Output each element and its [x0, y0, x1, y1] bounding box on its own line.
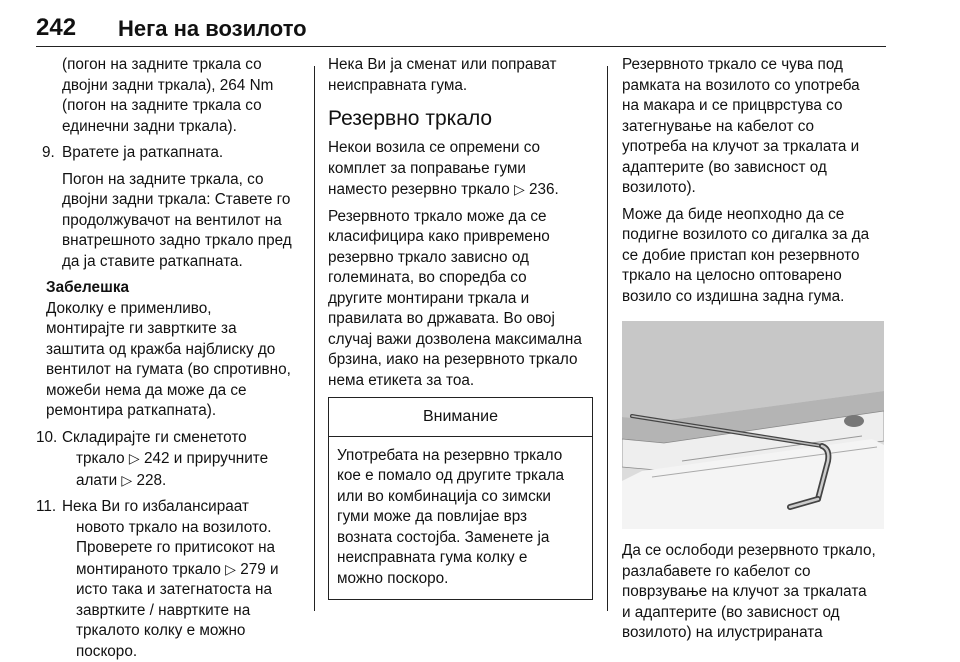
- text-line: внатрешното задно тркало пред: [62, 231, 304, 252]
- text-line: единечни задни тркала).: [62, 117, 304, 138]
- text-line: двојни задни тркала: Ставете го: [62, 190, 304, 211]
- text-line: Нека Ви го избалансираат: [62, 497, 304, 518]
- text-line: можно поскоро.: [337, 569, 584, 590]
- text-line: Резервното тркало се чува под: [622, 55, 886, 76]
- text-line: резервно тркало зависно од: [328, 248, 593, 269]
- text-line: Доколку е применливо,: [46, 299, 304, 320]
- step-number: 9.: [42, 143, 55, 164]
- text-line: подигне возилото со дигалка за да: [622, 225, 886, 246]
- text-line: вентилот на гумата (во спротивно,: [46, 360, 304, 381]
- step-11: [36, 497, 304, 662]
- page-ref[interactable]: 228.: [136, 472, 166, 489]
- page-ref[interactable]: 236.: [529, 181, 559, 198]
- step-number: 11.: [36, 497, 56, 518]
- warning-body: [329, 437, 592, 600]
- column-divider: [314, 66, 315, 611]
- text-line: двојни задни тркала), 264 Nm: [62, 76, 304, 97]
- text-line: возилото) на илустрираната: [622, 623, 886, 644]
- text-line: алати ▷ 228.: [62, 470, 304, 492]
- text-line: разлабавете го кабелот со: [622, 562, 886, 583]
- warning-box: [328, 397, 593, 600]
- text-line: (погон на задните тркала со: [62, 96, 304, 117]
- paragraph: [622, 55, 886, 199]
- text-line: возилото).: [622, 178, 886, 199]
- page-ref[interactable]: 279: [240, 561, 266, 578]
- text-line: комплет за поправање гуми: [328, 159, 593, 180]
- text-line: заштита од кражба најблиску до: [46, 340, 304, 361]
- continued-text: [36, 55, 304, 137]
- text-line: затегнување на кабелот со: [622, 117, 886, 138]
- text-line: тркало на целосно оптоварено: [622, 266, 886, 287]
- column-left: [36, 55, 304, 662]
- text-line: Употребата на резервно тркало: [337, 446, 584, 467]
- step-10: [36, 428, 304, 492]
- text-line: рамката на возилото со употреба: [622, 76, 886, 97]
- text-line: на макара и се прицврстува со: [622, 96, 886, 117]
- text-line: другите монтирани тркала и: [328, 289, 593, 310]
- text-line: Погон на задните тркала, со: [62, 170, 304, 191]
- header-divider: [36, 46, 886, 47]
- text-line: класифицира како привремено: [328, 227, 593, 248]
- paragraph: [622, 205, 886, 308]
- note-block: [36, 278, 304, 422]
- column-middle: [328, 55, 593, 600]
- text-line: продолжувачот на вентилот на: [62, 211, 304, 232]
- paragraph: [622, 541, 886, 644]
- text-line: нема етикета за тоа.: [328, 371, 593, 392]
- note-title: Забелешка: [46, 278, 304, 299]
- text-line: монтирајте ги завртките за: [46, 319, 304, 340]
- step-9: [36, 143, 304, 272]
- page-number: 242: [36, 14, 76, 42]
- text-line: (погон на задните тркала со: [62, 55, 304, 76]
- text-line: кое е помало од другите тркала: [337, 466, 584, 487]
- text-line: монтираното тркало ▷ 279 и: [76, 559, 304, 581]
- arrow-ref-icon: ▷: [225, 561, 236, 577]
- section-heading: Резервно тркало: [328, 106, 593, 132]
- page-ref[interactable]: 242: [144, 450, 170, 467]
- text-line: брзина, иако на резервното тркало: [328, 350, 593, 371]
- text-line: Нека Ви ја сменат или поправат: [328, 55, 593, 76]
- column-right: [622, 55, 886, 644]
- paragraph: [328, 138, 593, 201]
- text-line: големината, во споредба со: [328, 268, 593, 289]
- text-line: Може да биде неопходно да се: [622, 205, 886, 226]
- text-line: правилата во државата. Во овој: [328, 309, 593, 330]
- text-line: можеби нема да може да се: [46, 381, 304, 402]
- text-line: Вратете ја раткапната.: [62, 143, 304, 164]
- text-line: ремонтира раткапната).: [46, 401, 304, 422]
- text-line: возило со издишна задна гума.: [622, 287, 886, 308]
- text-line: новото тркало на возилото.: [76, 518, 304, 539]
- text-line: гуми може да повлијае врз: [337, 507, 584, 528]
- arrow-ref-icon: ▷: [121, 472, 132, 488]
- text-line: Некои возила се опремени со: [328, 138, 593, 159]
- text-line: завртките / навртките на: [76, 601, 304, 622]
- text-line: тркалото колку е можно: [76, 621, 304, 642]
- text-line: да ја ставите раткапната.: [62, 252, 304, 273]
- text-line: и адаптерите (во зависност од: [622, 603, 886, 624]
- arrow-ref-icon: ▷: [514, 181, 525, 197]
- spare-wheel-illustration: [622, 321, 884, 529]
- text-line: Да се ослободи резервното тркало,: [622, 541, 886, 562]
- text-line: неисправната гума колку е: [337, 548, 584, 569]
- text-line: Резервното тркало може да се: [328, 207, 593, 228]
- text-line: поврзување на клучот за тркалата: [622, 582, 886, 603]
- text-line: наместо резервно тркало ▷ 236.: [328, 179, 593, 201]
- text-line: Складирајте ги сменетото: [62, 428, 304, 449]
- chapter-title: Нега на возилото: [118, 16, 307, 42]
- text-line: адаптерите (во зависност од: [622, 158, 886, 179]
- text-line: случај важи дозволена максимална: [328, 330, 593, 351]
- step-number: 10.: [36, 428, 57, 449]
- text-line: се добие пристап кон резервното: [622, 246, 886, 267]
- text-line: исто така и затегнатоста на: [76, 580, 304, 601]
- column-divider: [607, 66, 608, 611]
- text-line: употреба на клучот за тркалата и: [622, 137, 886, 158]
- text-line: поскоро.: [76, 642, 304, 662]
- text-line: тркало ▷ 242 и приручните: [62, 448, 304, 470]
- page-header: [36, 14, 886, 48]
- text-line: или во комбинација со зимски: [337, 487, 584, 508]
- warning-title: Внимание: [329, 398, 592, 437]
- text-line: Проверете го притисокот на: [76, 538, 304, 559]
- text-line: неисправната гума.: [328, 76, 593, 97]
- paragraph: [328, 207, 593, 392]
- text-line: возната состојба. Заменете ја: [337, 528, 584, 549]
- arrow-ref-icon: ▷: [129, 450, 140, 466]
